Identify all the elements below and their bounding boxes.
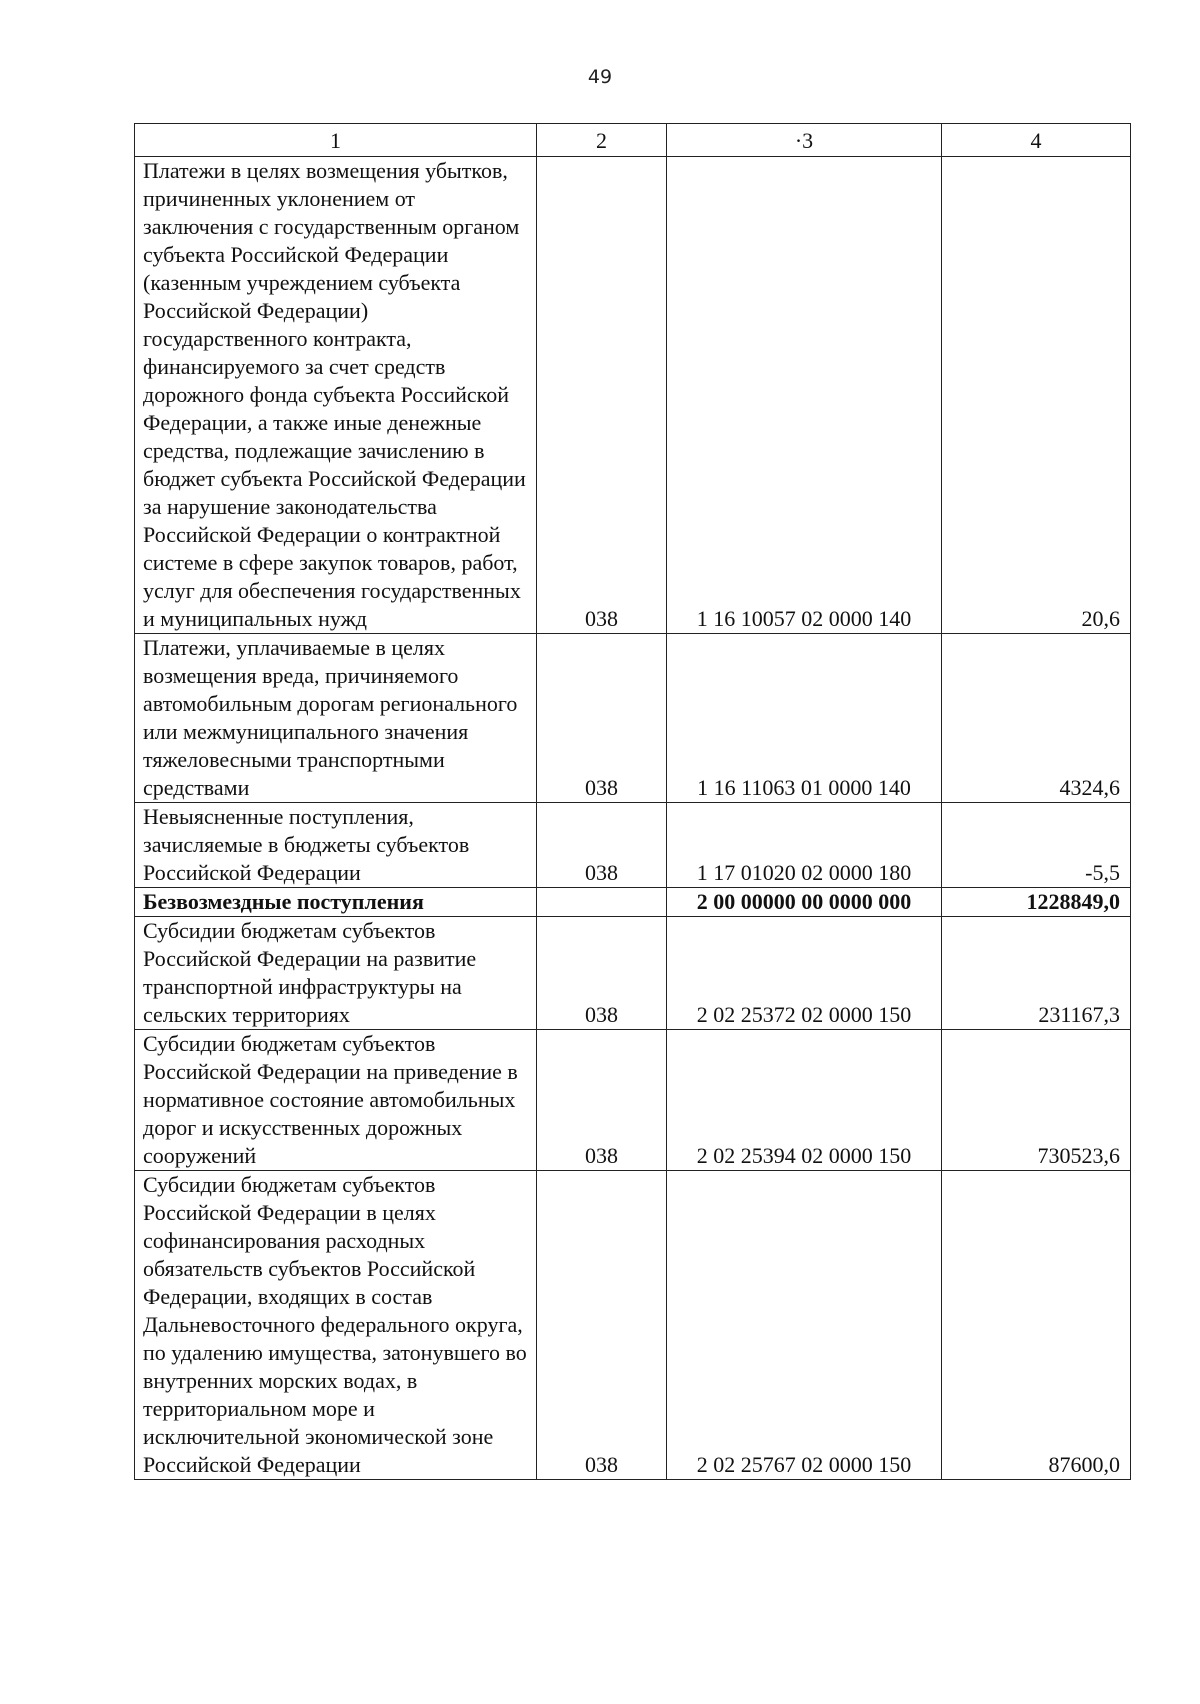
row-admin-code: 038 <box>537 634 667 803</box>
table-row <box>135 1030 1131 1171</box>
row-budget-code: 1 16 11063 01 0000 140 <box>667 634 942 803</box>
table-row <box>135 803 1131 888</box>
row-admin-code: 038 <box>537 917 667 1030</box>
row-amount: 20,6 <box>942 157 1131 634</box>
row-name: Субсидии бюджетам субъектов Российской Федерации на приведение в нормативное состояние автомобильных дорог и искусственных дорожных сооружений <box>135 1030 537 1171</box>
header-col-1: 1 <box>135 124 537 157</box>
row-amount: 231167,3 <box>942 917 1131 1030</box>
row-admin-code: 038 <box>537 1171 667 1480</box>
row-name: Субсидии бюджетам субъектов Российской Федерации на развитие транспортной инфраструктуры на сельских территориях <box>135 917 537 1030</box>
row-admin-code: 038 <box>537 1030 667 1171</box>
row-budget-code: 2 00 00000 00 0000 000 <box>667 888 942 917</box>
header-col-4: 4 <box>942 124 1131 157</box>
row-amount: -5,5 <box>942 803 1131 888</box>
row-budget-code: 2 02 25394 02 0000 150 <box>667 1030 942 1171</box>
row-name: Субсидии бюджетам субъектов Российской Федерации в целях софинансирования расходных обязательств субъектов Российской Федерации, входящих в состав Дальневосточного федерального округа, по удалению имущества, затонувшего во внутренних морских водах, в территориальном море и исключительной экономической зоне Российской Федерации <box>135 1171 537 1480</box>
row-admin-code <box>537 888 667 917</box>
row-budget-code: 1 16 10057 02 0000 140 <box>667 157 942 634</box>
table-row <box>135 157 1131 634</box>
table-row-total <box>135 888 1131 917</box>
row-budget-code: 2 02 25767 02 0000 150 <box>667 1171 942 1480</box>
row-name: Платежи, уплачиваемые в целях возмещения вреда, причиняемого автомобильным дорогам регионального или межмуниципального значения тяжеловесными транспортными средствами <box>135 634 537 803</box>
header-col-3: ·3 <box>667 124 942 157</box>
row-amount: 4324,6 <box>942 634 1131 803</box>
row-amount: 87600,0 <box>942 1171 1131 1480</box>
row-name: Платежи в целях возмещения убытков, причиненных уклонением от заключения с государственным органом субъекта Российской Федерации (казенным учреждением субъекта Российской Федерации) государственного контракта, финансируемого за счет средств дорожного фонда субъекта Российской Федерации, а также иные денежные средства, подлежащие зачислению в бюджет субъекта Российской Федерации за нарушение законодательства Российской Федерации о контрактной системе в сфере закупок товаров, работ, услуг для обеспечения государственных и муниципальных нужд <box>135 157 537 634</box>
row-admin-code: 038 <box>537 803 667 888</box>
row-name: Безвозмездные поступления <box>135 888 537 917</box>
table-row <box>135 917 1131 1030</box>
page-number: 49 <box>587 66 613 88</box>
row-amount: 1228849,0 <box>942 888 1131 917</box>
table-row <box>135 634 1131 803</box>
row-budget-code: 1 17 01020 02 0000 180 <box>667 803 942 888</box>
revenue-table <box>134 123 1131 1480</box>
row-name: Невыясненные поступления, зачисляемые в бюджеты субъектов Российской Федерации <box>135 803 537 888</box>
row-amount: 730523,6 <box>942 1030 1131 1171</box>
table-header-row <box>135 124 1131 157</box>
row-admin-code: 038 <box>537 157 667 634</box>
table-row <box>135 1171 1131 1480</box>
row-budget-code: 2 02 25372 02 0000 150 <box>667 917 942 1030</box>
header-col-2: 2 <box>537 124 667 157</box>
